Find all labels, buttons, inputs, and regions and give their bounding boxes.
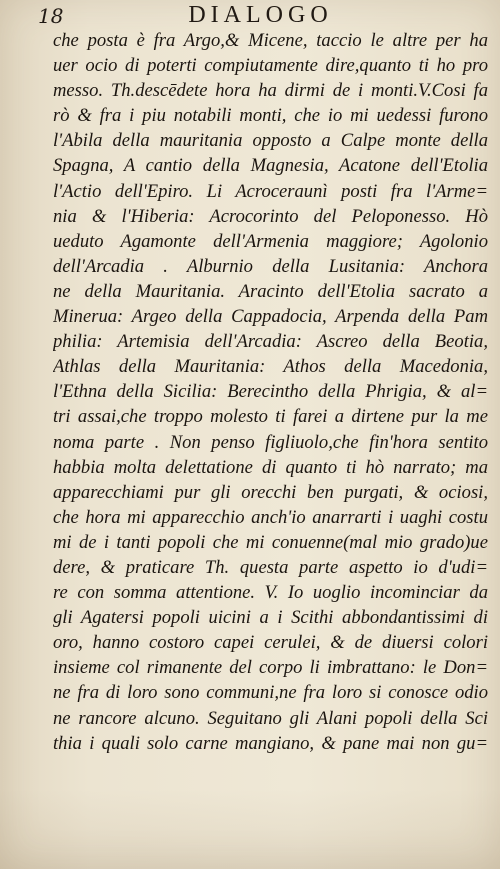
text-line: noma parte . Non penso figliuolo,che fin'hora sentito <box>53 431 488 453</box>
text-line: ne rancore alcuno. Seguitano gli Alani popoli della Sci <box>53 707 488 729</box>
text-line: ne fra di loro sono communi,ne fra loro si conosce odio <box>53 682 488 704</box>
text-line: dere, & praticare Th. questa parte aspetto io d'udi= <box>53 556 488 578</box>
text-line: che hora mi apparecchio anch'io anarrarti i uaghi costu <box>53 506 488 528</box>
text-line: rò & fra i piu notabili monti, che io mi uedessi furono <box>53 105 488 127</box>
text-line: habbia molta delettatione di quanto ti hò narrato; ma <box>53 456 488 478</box>
text-line: philia: Artemisia dell'Arcadia: Ascreo della Beotia, <box>53 331 488 353</box>
page-header <box>38 2 483 30</box>
text-line: Athlas della Mauritania: Athos della Macedonia, <box>53 356 488 378</box>
page-bottom-shadow <box>0 789 500 869</box>
text-line: Minerua: Argeo della Cappadocia, Arpenda della Pam <box>53 306 488 328</box>
text-line: mi de i tanti popoli che mi conuenne(mal mio grado)ue <box>53 531 488 553</box>
page-number: 18 <box>38 4 64 28</box>
text-line: insieme col rimanente del corpo li imbrattano: le Don= <box>53 657 488 679</box>
text-line: nia & l'Hiberia: Acrocorinto del Peloponesso. Hò <box>53 205 488 227</box>
body-text <box>53 28 488 756</box>
text-line: Spagna, A cantio della Magnesia, Acatone dell'Etolia <box>53 155 488 177</box>
text-line: ueduto Agamonte dell'Armenia maggiore; Agolonio <box>53 230 488 252</box>
running-title: DIALOGO <box>188 2 333 28</box>
text-line: tri assai,che troppo molesto ti farei a dirtene pur la me <box>53 406 488 428</box>
text-line: che posta è fra Argo,& Micene, taccio le altre per ha <box>53 30 488 51</box>
text-line: dell'Arcadia . Alburnio della Lusitania: Anchora <box>53 255 488 277</box>
text-line: l'Abila della mauritania opposto a Calpe monte della <box>53 130 488 152</box>
text-line: l'Actio dell'Epiro. Li Acroceraunì posti fra l'Arme= <box>53 180 488 202</box>
text-line: gli Agatersi popoli uicini a i Scithi abbondantissimi di <box>53 607 488 629</box>
text-line: l'Ethna della Sicilia: Berecintho della Phrigia, & al= <box>53 381 488 403</box>
text-line: ne della Mauritania. Aracinto dell'Etolia sacrato a <box>53 280 488 302</box>
text-line: oro, hanno costoro capei cerulei, & de diuersi colori <box>53 632 488 654</box>
text-line: thia i quali solo carne mangiano, & pane mai non gu= <box>53 732 488 754</box>
text-line: uer ocio di poterti compiutamente dire,quanto ti ho pro <box>53 55 488 77</box>
text-line: apparecchiami pur gli orecchi ben purgati, & ociosi, <box>53 481 488 503</box>
text-line: messo. Th.descēdete hora ha dirmi de i monti.V.Cosi fa <box>53 80 488 102</box>
text-line: re con somma attentione. V. Io uoglio incominciar da <box>53 582 488 604</box>
